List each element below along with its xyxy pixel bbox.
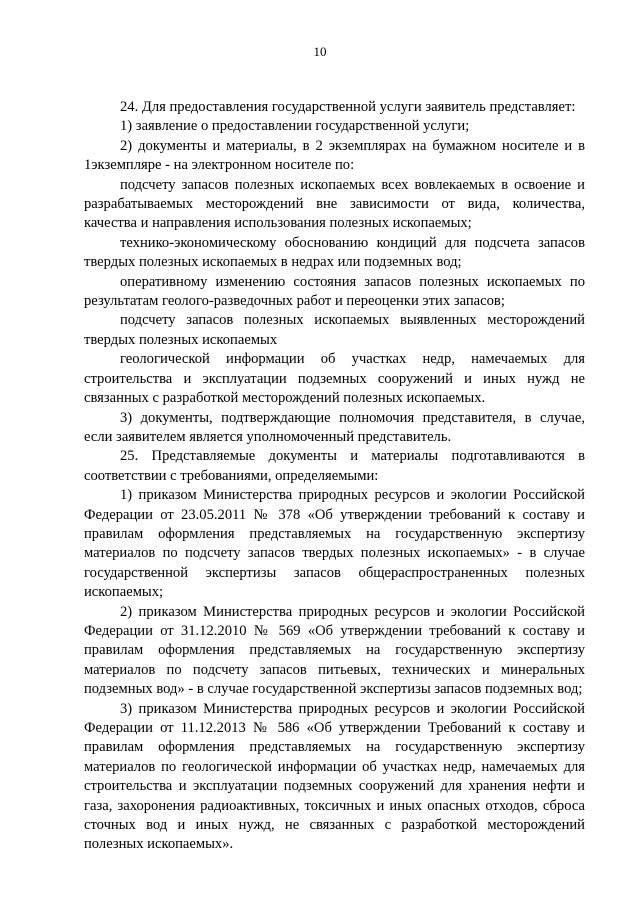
paragraph-24-intro: 24. Для предоставления государственной услуги заявитель представляет:: [120, 99, 576, 115]
paragraph-24-item-2-reserves: подсчету запасов полезных ископаемых всех вовлекаемых в освоение и разрабатываемых месторождений вне зависимости от вида, количества, качества и направления использования полезных ископаемых;: [84, 176, 585, 232]
paragraph-24-item-2-feasibility: технико-экономическому обоснованию кондиций для подсчета запасов твердых полезных ископаемых в недрах или подземных вод;: [84, 234, 585, 271]
paragraph-24-item-2-identified-deposits: подсчету запасов полезных ископаемых выявленных месторождений твердых полезных ископаемых: [84, 312, 585, 348]
paragraph-24-item-1: 1) заявление о предоставлении государственной услуги;: [120, 118, 470, 135]
paragraph-24-item-3: 3) документы, подтверждающие полномочия представителя, в случае, если заявителем является уполномоченный представитель.: [84, 409, 585, 445]
paragraph-24-item-2: 2) документы и материалы, в 2 экземплярах на бумажном носителе и в 1экземпляре - на электронном носителе по:: [84, 137, 585, 174]
paragraph-25-item-1: 1) приказом Министерства природных ресурсов и экологии Российской Федерации от 23.05.2011 № 378 «Об утверждении требований к составу и правилам оформления представляемых на государственную экспертизу материалов по подсчету запасов твердых полезных ископаемых» - в случае государственной экспертизы запасов общераспространенных полезных ископаемых;: [84, 487, 585, 601]
paragraph-25-intro: 25. Представляемые документы и материалы подготавливаются в соответствии с требованиями, определяемыми:: [84, 448, 585, 484]
document-body: [84, 98, 585, 855]
paragraph-24-item-2-geological-info: геологической информации об участках недр, намечаемых для строительства и эксплуатации подземных сооружений и иных нужд не связанных с разработкой месторождений полезных ископаемых.: [84, 351, 585, 407]
paragraph-24-item-2-operative-change: оперативному изменению состояния запасов полезных ископаемых по результатам геолого-разведочных работ и переоценки этих запасов;: [84, 273, 585, 310]
paragraph-25-item-3: 3) приказом Министерства природных ресурсов и экологии Российской Федерации от 11.12.2013 № 586 «Об утверждении Требований к составу и правилам оформления представляемых на государственную экспертизу материалов по геологической информации об участках недр, намечаемых для строительства и эксплуатации подземных сооружений для хранения нефти и газа, захоронения радиоактивных, токсичных и иных опасных отходов, сброса сточных вод и иных нужд, не связанных с разработкой месторождений полезных ископаемых».: [84, 700, 585, 853]
page-number: 10: [313, 44, 327, 59]
paragraph-25-item-2: 2) приказом Министерства природных ресурсов и экологии Российской Федерации от 31.12.2010 № 569 «Об утверждении требований к составу и правилам оформления представляемых на государственную экспертизу материалов по подсчету запасов питьевых, технических и минеральных подземных вод» - в случае государственной экспертизы запасов подземных вод;: [84, 603, 585, 698]
